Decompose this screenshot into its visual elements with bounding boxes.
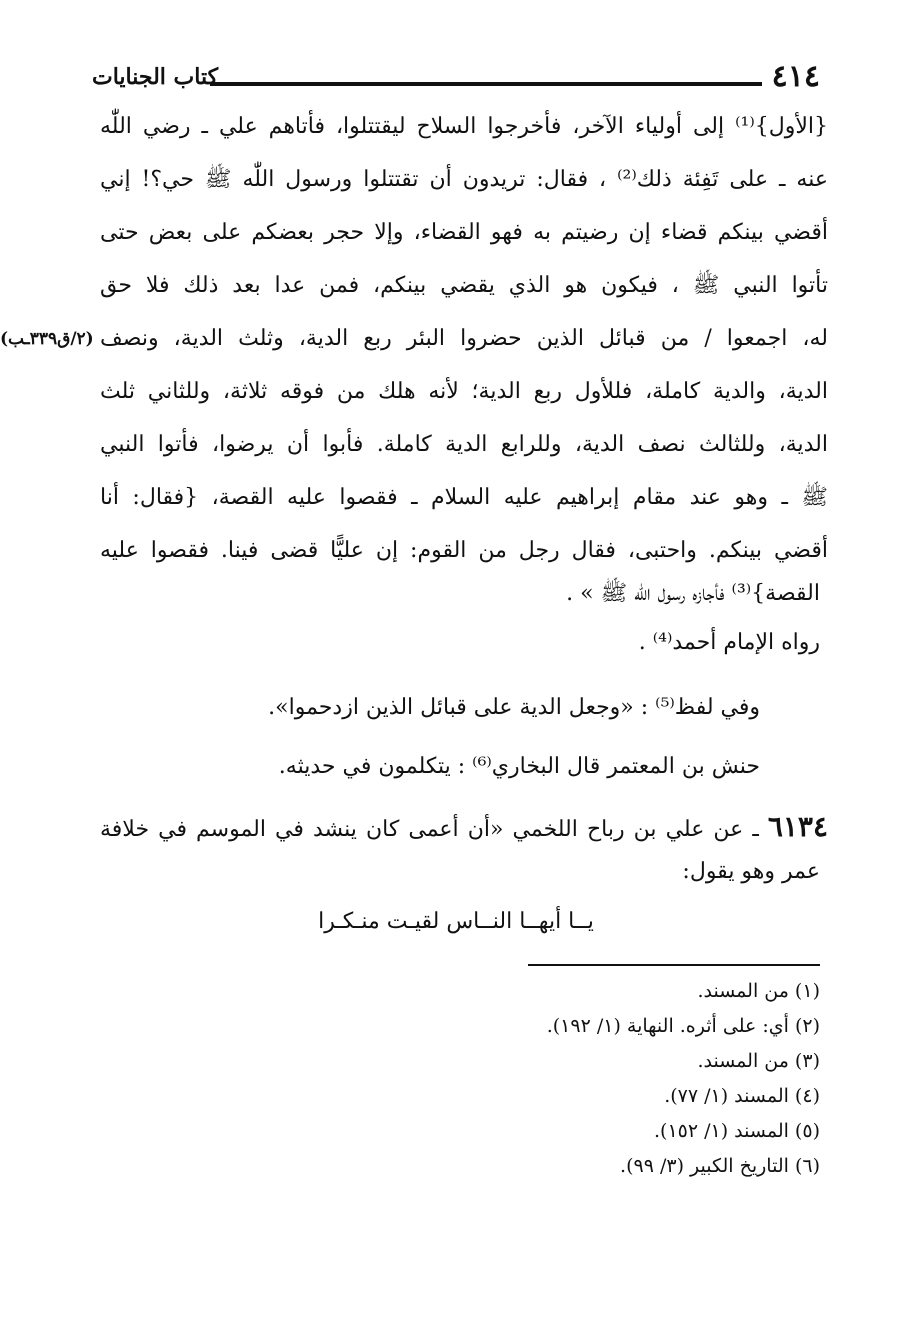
footnote-6: (٦) التاريخ الكبير (٣/ ٩٩). — [620, 1155, 820, 1177]
chapter-title: كتاب الجنايات — [92, 64, 219, 90]
hadith-line-2: عمر وهو يقول: — [682, 859, 820, 884]
text-line-4: تأتوا النبي ﷺ ، فيكون هو الذي يقضي بينكم، فمن عدا بعد ذلك فلا حق — [100, 273, 828, 298]
text-line-6: الدية، والدية كاملة، فللأول ربع الدية؛ لأنه هلك من فوقه ثلاثة، وللثاني ثلث — [100, 379, 828, 404]
footnote-separator — [528, 964, 820, 966]
hadith-number: ٦١٣٤ — [767, 810, 828, 843]
page-header — [92, 58, 820, 96]
footnote-4: (٤) المسند (١/ ٧٧). — [664, 1085, 820, 1107]
variant-line: وفي لفظ⁽⁵⁾ : «وجعل الدية على قبائل الذين ازدحموا». — [268, 695, 760, 720]
verse-line: يــا أيهــا النــاس لقيـت منـكـرا — [318, 909, 594, 934]
text-line-8: ﷺ ـ وهو عند مقام إبراهيم عليه السلام ـ فقصوا عليه القصة، {فقال: أنا — [100, 485, 828, 510]
footnote-2: (٢) أي: على أثره. النهاية (١/ ١٩٢). — [546, 1015, 820, 1037]
narrator-note-line: حنش بن المعتمر قال البخاري⁽⁶⁾ : يتكلمون في حديثه. — [278, 754, 760, 779]
hadith-text: ـ عن علي بن رباح اللخمي «أن أعمى كان ينشد في الموسم في خلافة — [100, 817, 768, 842]
text-line-5: له، اجمعوا / من قبائل الذين حضروا البئر ربع الدية، وثلث الدية، ونصف — [100, 326, 828, 351]
footnote-1: (١) من المسند. — [697, 980, 820, 1002]
text-line-7: الدية، وللثالث نصف الدية، وللرابع الدية كاملة. فأبوا أن يرضوا، فأتوا النبي — [100, 432, 828, 457]
manuscript-margin-note: (٢/ق٣٣٩ـب) — [0, 329, 94, 349]
narration-line: رواه الإمام أحمد⁽⁴⁾ . — [638, 630, 820, 655]
text-line-3: أقضي بينكم قضاء إن رضيتم به فهو القضاء، وإلا حجر بعضكم على بعض حتى — [100, 220, 828, 245]
text-line-10: القصة}⁽³⁾ فأجازه رسول اللّٰه ﷺ » . — [566, 581, 820, 606]
header-rule — [210, 82, 762, 86]
hadith-line-1 — [100, 807, 828, 847]
text-line-9: أقضي بينكم. واحتبى، فقال رجل من القوم: إن عليًّا قضى فينا. فقصوا عليه — [100, 538, 828, 563]
text-line-1: {الأول}⁽¹⁾ إلى أولياء الآخر، فأخرجوا السلاح ليقتتلوا، فأتاهم علي ـ رضي اللّٰه — [100, 114, 828, 139]
text-line-2: عنه ـ على تَفِئة ذلك⁽²⁾ ، فقال: تريدون أن تقتتلوا ورسول اللّٰه ﷺ حي؟! إني — [100, 167, 828, 192]
footnote-5: (٥) المسند (١/ ١٥٢). — [653, 1120, 820, 1142]
footnote-3: (٣) من المسند. — [697, 1050, 820, 1072]
page-number: ٤١٤ — [771, 59, 820, 94]
